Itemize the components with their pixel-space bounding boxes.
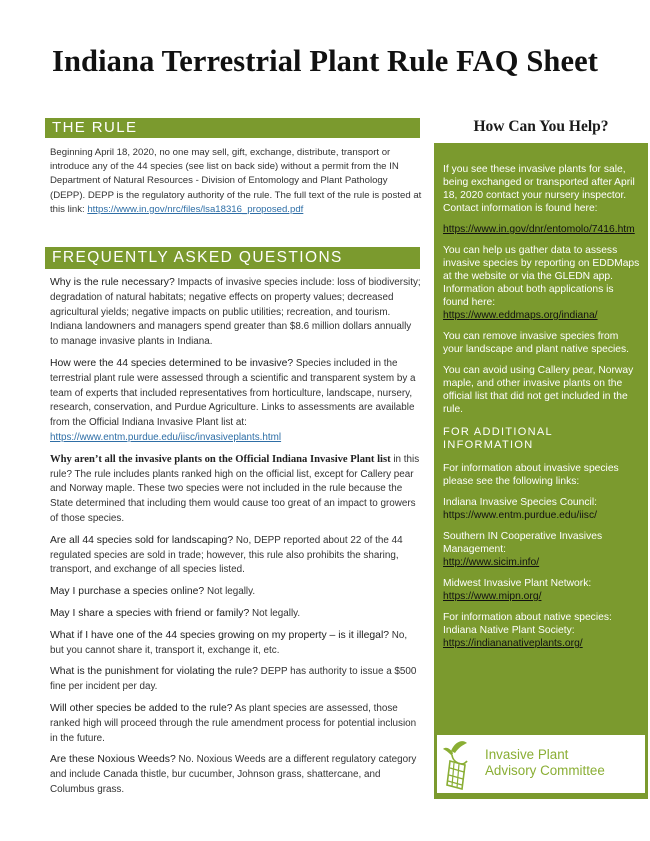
resource-link-inps[interactable]: https://indiananativeplants.org/ (443, 638, 583, 649)
eddmaps-link[interactable]: https://www.eddmaps.org/indiana/ (443, 310, 598, 321)
faq-answer: No, DEPP reported about 22 of the 44 regulated species are sold in trade; however, this rule also prohibits the sharing, transport, and exchange of all species listed. (50, 534, 403, 576)
resource-name: Indiana Invasive Species Council: (443, 497, 597, 508)
help-text: For information about invasive species please see the following links: (443, 463, 619, 487)
logo-line-2: Advisory Committee (485, 763, 605, 778)
faq-question: Are all 44 species sold for landscaping? (50, 534, 234, 546)
faq-question: Why aren’t all the invasive plants on the Official Indiana Invasive Plant list (50, 453, 391, 465)
faq-item (50, 453, 422, 527)
logo-text (485, 747, 605, 779)
logo-line-1: Invasive Plant (485, 747, 569, 762)
faq-item (50, 753, 422, 797)
help-text: You can avoid using Callery pear, Norway maple, and other invasive plants on the official list that did not get included in the rule. (443, 365, 634, 415)
resource-link-iisc[interactable]: https://www.entm.purdue.edu/iisc/ (443, 510, 597, 521)
resource-name: Midwest Invasive Plant Network: (443, 578, 592, 589)
faq-question: Will other species be added to the rule? (50, 702, 233, 714)
faq-answer: Impacts of invasive species include: loss of biodiversity; degradation of natural habitats; negative effects on property values; decreased agricultural yields; negative impacts on public utilities; recreation, and tourism. Indiana landowners and managers spend greater than $8.6 million dollars annually to manage invasive plants in Indiana. (50, 277, 421, 348)
section-heading-faq: FREQUENTLY ASKED QUESTIONS (45, 247, 420, 269)
faq-answer: Not legally. (249, 607, 301, 619)
faq-answer: in this rule? The rule includes plants ranked high on the official list, except for Callery pear and Norway maple. These two species were not included in the rule because the State determined that including them would cause too great of an impact to growers of those species. (50, 453, 420, 524)
help-text: If you see these invasive plants for sale, being exchanged or transported after April 18, 2020 contact your nursery inspector. Contact information is found here: (443, 164, 635, 214)
faq-question: What is the punishment for violating the rule? (50, 666, 258, 678)
faq-item (50, 276, 422, 350)
faq-item (50, 534, 422, 578)
help-paragraph (443, 364, 640, 416)
nursery-inspector-link[interactable]: https://www.in.gov/dnr/entomolo/7416.htm (443, 224, 635, 235)
help-text: You can help us gather data to assess invasive species by reporting on EDDMaps at the website or via the GLEDN app. Information about both applications is found here: (443, 245, 640, 308)
help-paragraph (443, 462, 640, 488)
faq-question: What if I have one of the 44 species growing on my property – is it illegal? (50, 629, 390, 641)
faq-item (50, 585, 422, 600)
plant-logo-icon (441, 737, 475, 791)
rule-link[interactable]: https://www.in.gov/nrc/files/lsa18316_proposed.pdf (87, 203, 304, 215)
faq-question: May I purchase a species online? (50, 586, 205, 598)
resource-name: For information about native species: Indiana Native Plant Society: (443, 612, 612, 636)
additional-info-heading: FOR ADDITIONAL INFORMATION (443, 426, 553, 451)
help-link-row (443, 223, 640, 236)
faq-list (50, 276, 422, 805)
ipac-logo (437, 735, 645, 793)
faq-item (50, 665, 422, 695)
faq-item (50, 629, 422, 659)
rule-body-text: Beginning April 18, 2020, no one may sell, gift, exchange, distribute, transport or introduce any of the 44 species (see list on back side) without a permit from the IN Department of Natural Resources - Division of Entomology and Plant Pathology (DEPP). DEPP is the regulatory authority of the rule. The full text of the rule is posted at this link: (50, 147, 422, 215)
resource-link-sicim[interactable]: http://www.sicim.info/ (443, 557, 540, 568)
section-heading-rule: THE RULE (45, 118, 420, 138)
help-paragraph (443, 244, 640, 322)
rule-body (50, 146, 422, 217)
resource-link-mipn[interactable]: https://www.mipn.org/ (443, 591, 542, 602)
faq-question: Why is the rule necessary? (50, 277, 175, 288)
faq-item (50, 357, 422, 446)
faq-item (50, 702, 422, 746)
resource-name: Southern IN Cooperative Invasives Management: (443, 531, 603, 555)
faq-answer: DEPP has authority to issue a $500 fine per incident per day. (50, 666, 417, 693)
faq-link-invasive-plants[interactable]: https://www.entm.purdue.edu/iisc/invasiveplants.html (50, 431, 282, 443)
page-title: Indiana Terrestrial Plant Rule FAQ Sheet (52, 44, 598, 78)
resource-item (443, 530, 640, 569)
faq-answer: As plant species are assessed, those ranked high will proceed through the rule amendment process for potential inclusion in the future. (50, 702, 417, 744)
resource-item (443, 496, 640, 522)
faq-answer: No. Noxious Weeds are a different regulatory category and include Canada thistle, bur cucumber, Johnson grass, shattercane, and Columbus grass. (50, 754, 417, 795)
faq-answer: Species included in the terrestrial plant rule were assessed through a scientific and transparent system by a team of experts that included representatives from horticulture, landscape, nursery, research, conservation, and Purdue Agriculture. Links to assessments are available from the Official Indiana Invasive Plant list at: (50, 357, 416, 429)
faq-answer: Not legally. (204, 586, 256, 598)
resource-item (443, 611, 640, 650)
faq-answer: No, but you cannot share it, transport it, exchange it, etc. (50, 629, 408, 656)
faq-question: How were the 44 species determined to be invasive? (50, 357, 294, 369)
help-paragraph (443, 330, 640, 356)
faq-question: Are these Noxious Weeds? (50, 754, 176, 766)
faq-question: May I share a species with friend or family? (50, 607, 250, 619)
help-sidebar (434, 143, 648, 799)
help-heading: How Can You Help? (473, 118, 609, 135)
faq-item (50, 607, 422, 622)
resource-item (443, 577, 640, 603)
help-text: You can remove invasive species from your landscape and plant native species. (443, 331, 630, 355)
help-paragraph (443, 163, 640, 215)
